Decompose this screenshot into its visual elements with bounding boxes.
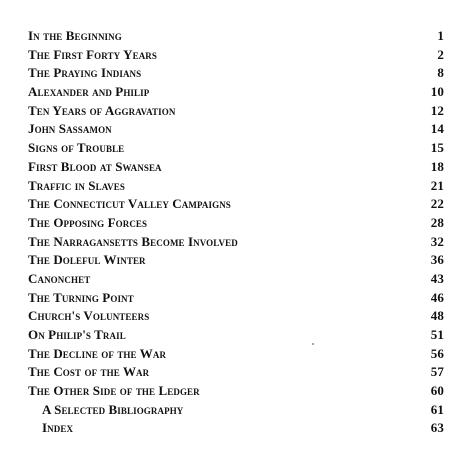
toc-entry-title: The Other Side of the Ledger	[28, 383, 200, 399]
toc-entry	[28, 252, 444, 271]
toc-entry-title: The Turning Point	[28, 289, 134, 305]
toc-entry	[28, 215, 444, 234]
toc-entry-page: 21	[430, 177, 444, 193]
toc-entry-title: The Opposing Forces	[28, 214, 148, 230]
toc-entry	[28, 234, 444, 253]
toc-entry	[28, 364, 444, 383]
toc-entry-title: On Philip's Trail	[28, 327, 126, 342]
toc-entry-page: 2	[437, 46, 444, 62]
toc-entry-title: Ten Years of Aggravation	[28, 102, 176, 118]
toc-entry	[28, 65, 444, 84]
toc-entry-title: A Selected Bibliography	[42, 401, 184, 417]
toc-entry-page: 1	[437, 28, 444, 43]
toc-entry	[28, 28, 444, 47]
toc-entry	[28, 103, 444, 122]
scan-speck	[312, 343, 314, 345]
toc-entry-page: 36	[430, 252, 444, 268]
toc-entry-page: 12	[430, 102, 444, 118]
toc-entry	[28, 47, 444, 66]
toc-entry	[28, 327, 444, 346]
toc-entry-title: First Blood at Swansea	[28, 158, 162, 174]
toc-entry-title: Signs of Trouble	[28, 140, 125, 156]
toc-entry	[28, 346, 444, 365]
toc-entry	[28, 271, 444, 290]
toc-entry	[28, 140, 444, 159]
toc-entry-page: 15	[430, 140, 444, 156]
toc-entry-title: Canonchet	[28, 270, 91, 286]
toc-entry-title: The Narragansetts Become Involved	[28, 233, 238, 249]
table-of-contents	[28, 28, 444, 439]
toc-entry-page: 60	[430, 383, 444, 399]
toc-entry-title: Index	[42, 420, 74, 436]
toc-entry-title: John Sassamon	[28, 121, 112, 137]
toc-entry-title: The Cost of the War	[28, 364, 150, 380]
toc-entry-title: The Decline of the War	[28, 345, 167, 361]
toc-entry-page: 48	[430, 308, 444, 324]
toc-entry-page: 46	[430, 289, 444, 305]
toc-entry-title: The Connecticut Valley Campaigns	[28, 196, 231, 212]
toc-entry-page: 10	[430, 84, 444, 100]
toc-entry-page: 22	[430, 196, 444, 212]
toc-entry-page: 57	[430, 364, 444, 380]
toc-entry-back-matter	[28, 402, 444, 421]
toc-entry	[28, 159, 444, 178]
toc-entry-page: 63	[430, 420, 444, 436]
toc-entry	[28, 196, 444, 215]
toc-entry	[28, 84, 444, 103]
toc-entry-title: Traffic in Slaves	[28, 177, 125, 193]
toc-entry-title: The First Forty Years	[28, 46, 158, 62]
toc-entry-title: The Praying Indians	[28, 65, 142, 81]
toc-entry-title: In the Beginning	[28, 28, 122, 43]
toc-entry-title: Church's Volunteers	[28, 308, 150, 324]
toc-entry	[28, 290, 444, 309]
toc-entry-title: Alexander and Philip	[28, 84, 150, 100]
toc-entry	[28, 178, 444, 197]
toc-entry-back-matter	[28, 420, 444, 439]
toc-entry-page: 18	[430, 158, 444, 174]
toc-entry	[28, 383, 444, 402]
toc-entry	[28, 121, 444, 140]
toc-entry-page: 56	[430, 345, 444, 361]
toc-entry-page: 61	[430, 401, 444, 417]
toc-entry-page: 14	[430, 121, 444, 137]
toc-entry-page: 32	[430, 233, 444, 249]
toc-entry-page: 51	[430, 327, 444, 342]
toc-entry-page: 8	[437, 65, 444, 81]
toc-entry	[28, 308, 444, 327]
toc-entry-title: The Doleful Winter	[28, 252, 146, 268]
toc-entry-page: 43	[430, 270, 444, 286]
toc-entry-page: 28	[430, 214, 444, 230]
